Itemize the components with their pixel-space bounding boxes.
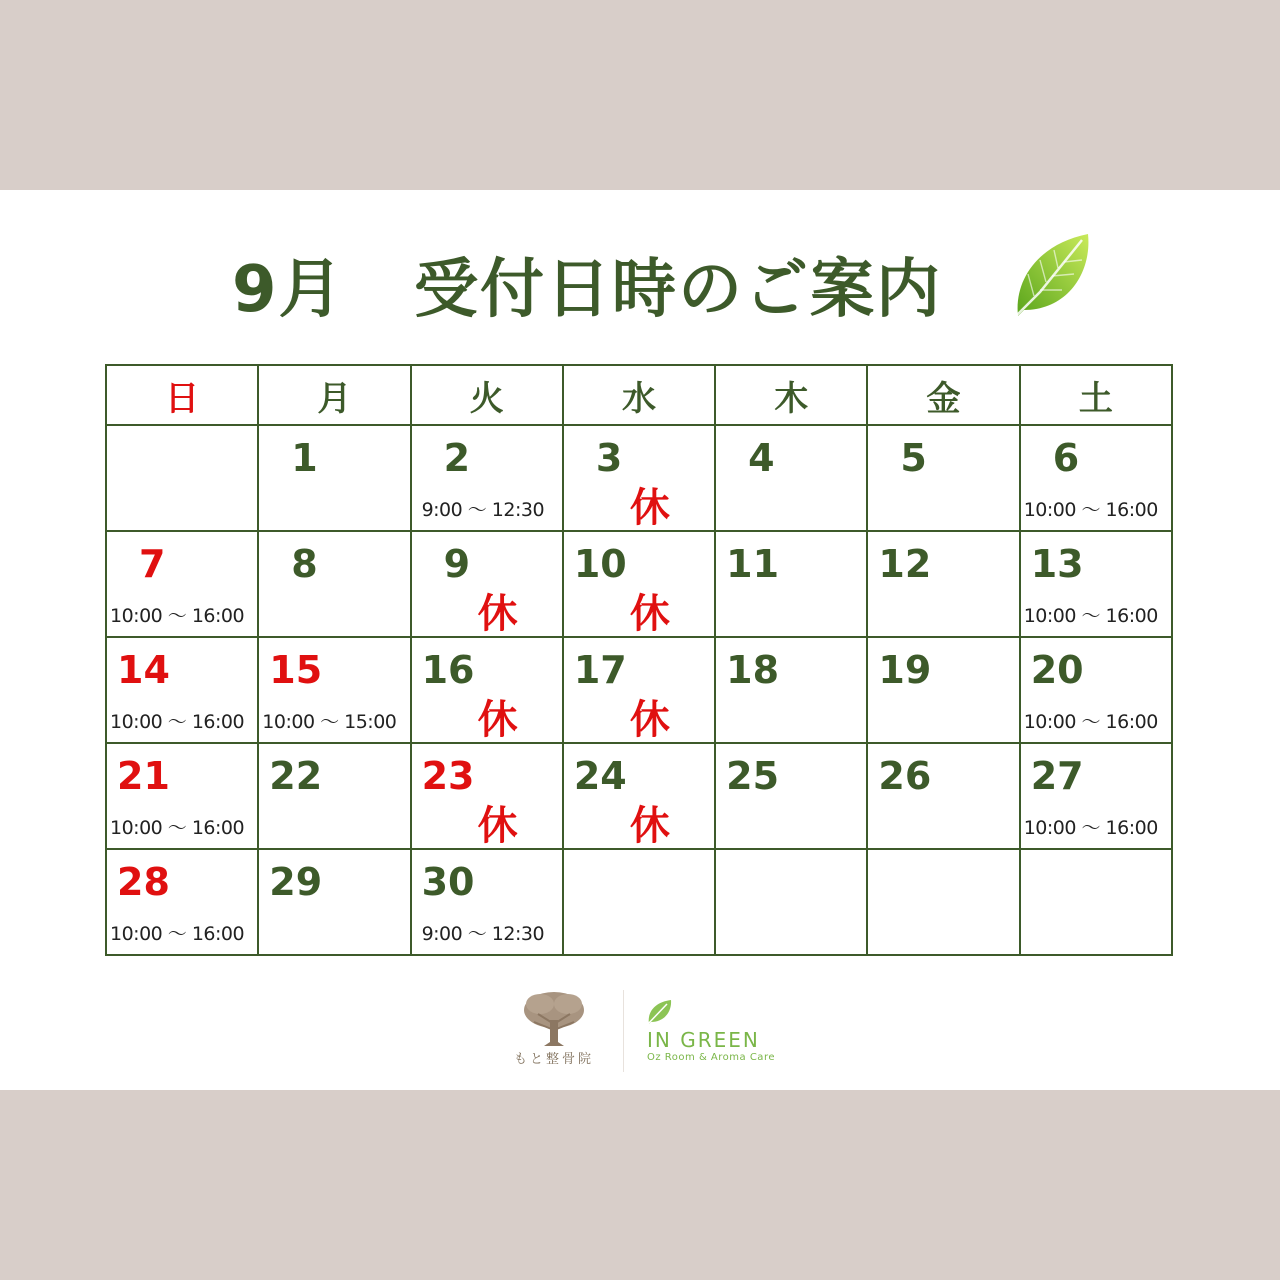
calendar-day-cell	[867, 743, 1019, 849]
weekday-mon: 月	[258, 365, 410, 425]
calendar-day-cell	[715, 531, 867, 637]
weekday-tue: 火	[411, 365, 563, 425]
calendar-day-cell	[411, 637, 563, 743]
day-number: 28	[117, 860, 170, 904]
day-number: 23	[421, 754, 475, 798]
closed-marker: 休	[629, 591, 670, 637]
calendar-day-cell	[411, 849, 563, 955]
logo2-subtitle: Oz Room & Aroma Care	[647, 1052, 775, 1063]
calendar-day-cell	[867, 531, 1019, 637]
calendar-day-cell	[411, 531, 563, 637]
day-number: 9	[443, 542, 471, 586]
day-number: 2	[443, 436, 471, 480]
day-number: 6	[1052, 436, 1080, 480]
calendar-day-cell	[563, 637, 715, 743]
calendar-day-cell	[563, 743, 715, 849]
calendar-week-row	[106, 743, 1172, 849]
calendar-day-cell	[106, 743, 258, 849]
calendar-day-cell	[106, 637, 258, 743]
in-green-logo	[643, 998, 813, 1068]
leaf-icon	[1010, 230, 1094, 322]
reception-hours: 10:00 ～ 16:00	[110, 605, 245, 627]
reception-hours: 9:00 ～ 12:30	[421, 499, 545, 521]
reception-hours: 10:00 ～ 16:00	[1023, 499, 1158, 521]
weekday-sun: 日	[106, 365, 258, 425]
reception-hours: 10:00 ～ 16:00	[1023, 817, 1158, 839]
reception-hours: 10:00 ～ 16:00	[1023, 711, 1158, 733]
calendar-body	[106, 425, 1172, 955]
reception-hours: 10:00 ～ 16:00	[110, 817, 245, 839]
calendar-day-cell	[563, 849, 715, 955]
calendar-day-cell	[258, 743, 410, 849]
day-number: 26	[878, 754, 932, 798]
day-number: 25	[726, 754, 780, 798]
calendar-day-cell	[715, 743, 867, 849]
closed-marker: 休	[477, 591, 518, 637]
calendar-day-cell	[1020, 425, 1172, 531]
moto-seikotsuin-logo	[504, 990, 604, 1072]
logo-divider	[623, 990, 624, 1072]
day-number: 4	[748, 436, 775, 480]
day-number: 7	[139, 542, 166, 586]
day-number: 18	[726, 648, 780, 692]
calendar-day-cell	[258, 637, 410, 743]
calendar-day-cell	[106, 531, 258, 637]
day-number: 13	[1030, 542, 1084, 586]
calendar-week-row	[106, 425, 1172, 531]
closed-marker: 休	[477, 803, 518, 849]
reception-hours: 10:00 ～ 16:00	[1023, 605, 1158, 627]
day-number: 20	[1030, 648, 1084, 692]
calendar-day-cell	[106, 849, 258, 955]
day-number: 3	[595, 436, 623, 480]
calendar-day-cell	[258, 425, 410, 531]
calendar-day-cell	[1020, 849, 1172, 955]
calendar-day-cell	[563, 531, 715, 637]
calendar-day-cell	[867, 425, 1019, 531]
calendar-day-cell	[411, 425, 563, 531]
footer-logos	[0, 990, 1280, 1080]
calendar-week-row	[106, 637, 1172, 743]
calendar-day-cell	[867, 849, 1019, 955]
weekday-thu: 木	[715, 365, 867, 425]
day-number: 22	[269, 754, 323, 798]
day-number: 27	[1030, 754, 1084, 798]
page-title: 受付日時のご案内	[414, 253, 942, 327]
calendar-day-cell	[563, 425, 715, 531]
calendar-day-cell	[258, 849, 410, 955]
calendar-day-cell	[1020, 531, 1172, 637]
day-number: 21	[117, 754, 170, 798]
day-number: 10	[573, 542, 627, 586]
reception-hours: 10:00 ～ 15:00	[262, 711, 397, 733]
weekday-fri: 金	[867, 365, 1019, 425]
tree-icon	[504, 990, 604, 1048]
calendar-week-row	[106, 531, 1172, 637]
logo1-text: もと整骨院	[513, 1052, 594, 1067]
calendar-day-cell	[1020, 637, 1172, 743]
leaf-icon	[645, 998, 675, 1026]
day-number: 1	[291, 436, 318, 480]
day-number: 29	[269, 860, 323, 904]
day-number: 8	[291, 542, 318, 586]
reception-hours: 9:00 ～ 12:30	[421, 923, 545, 945]
day-number: 11	[726, 542, 780, 586]
calendar-day-cell	[411, 743, 563, 849]
closed-marker: 休	[629, 697, 670, 743]
day-number: 19	[878, 648, 932, 692]
closed-marker: 休	[629, 485, 670, 531]
day-number: 17	[573, 648, 627, 692]
day-number: 16	[421, 648, 475, 692]
reception-hours: 10:00 ～ 16:00	[110, 923, 245, 945]
title-month: 9月	[232, 253, 345, 327]
day-number: 14	[117, 648, 170, 692]
weekday-header-row	[106, 365, 1172, 425]
day-number: 15	[269, 648, 323, 692]
calendar-day-cell	[715, 849, 867, 955]
day-number: 5	[900, 436, 927, 480]
calendar-day-cell	[715, 637, 867, 743]
calendar-grid	[105, 364, 1173, 956]
day-number: 30	[421, 860, 475, 904]
logo2-title: IN GREEN	[647, 1028, 760, 1052]
calendar-day-cell	[106, 425, 258, 531]
weekday-wed: 水	[563, 365, 715, 425]
closed-marker: 休	[477, 697, 518, 743]
day-number: 24	[573, 754, 627, 798]
calendar-day-cell	[258, 531, 410, 637]
weekday-sat: 土	[1020, 365, 1172, 425]
calendar-week-row	[106, 849, 1172, 955]
title-row	[0, 230, 1280, 340]
day-number: 12	[878, 542, 932, 586]
closed-marker: 休	[629, 803, 670, 849]
calendar-day-cell	[867, 637, 1019, 743]
reception-hours: 10:00 ～ 16:00	[110, 711, 245, 733]
calendar-day-cell	[715, 425, 867, 531]
schedule-card	[0, 190, 1280, 1090]
calendar-day-cell	[1020, 743, 1172, 849]
